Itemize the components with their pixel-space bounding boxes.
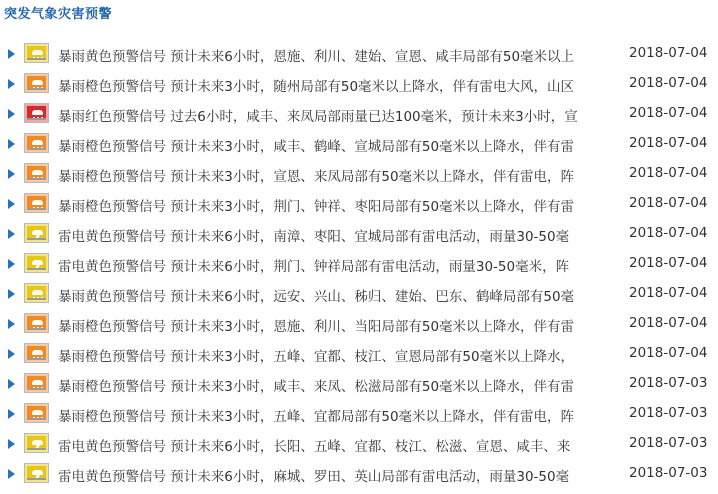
bullet-arrow-icon bbox=[8, 469, 15, 479]
alert-link[interactable]: 雷电黄色预警信号 预计未来6小时，长阳、五峰、宜都、枝江、松滋、宣恩、咸丰、来 bbox=[58, 439, 571, 455]
bullet-arrow-icon bbox=[8, 229, 15, 239]
alert-date: 2018-07-04 bbox=[629, 165, 708, 181]
alert-list bbox=[0, 40, 718, 490]
rainstorm-orange-icon[interactable] bbox=[24, 343, 49, 363]
alert-date: 2018-07-04 bbox=[629, 345, 708, 361]
alert-date: 2018-07-03 bbox=[629, 465, 708, 481]
rainstorm-orange-icon[interactable] bbox=[24, 313, 49, 333]
alert-row[interactable] bbox=[0, 190, 718, 220]
alert-link[interactable]: 雷电黄色预警信号 预计未来6小时，南漳、枣阳、宜城局部有雷电活动，雨量30-50毫 bbox=[58, 229, 570, 245]
alert-link[interactable]: 暴雨橙色预警信号 预计未来3小时，随州局部有50毫米以上降水，伴有雷电大风，山区 bbox=[58, 79, 575, 95]
bullet-arrow-icon bbox=[8, 79, 15, 89]
rainstorm-orange-icon[interactable] bbox=[24, 193, 49, 213]
alert-row[interactable] bbox=[0, 430, 718, 460]
alert-row[interactable] bbox=[0, 460, 718, 490]
alert-row[interactable] bbox=[0, 130, 718, 160]
alert-link[interactable]: 雷电黄色预警信号 预计未来6小时，麻城、罗田、英山局部有雷电活动，雨量30-50毫 bbox=[58, 469, 570, 485]
alert-link[interactable]: 暴雨橙色预警信号 预计未来3小时，咸丰、来凤、松滋局部有50毫米以上降水，伴有雷 bbox=[58, 379, 575, 395]
alert-link[interactable]: 暴雨橙色预警信号 预计未来3小时，恩施、利川、当阳局部有50毫米以上降水，伴有雷 bbox=[58, 319, 575, 335]
bullet-arrow-icon bbox=[8, 379, 15, 389]
bullet-arrow-icon bbox=[8, 259, 15, 269]
alert-row[interactable] bbox=[0, 280, 718, 310]
alert-link[interactable]: 暴雨橙色预警信号 预计未来3小时，五峰、宜都局部有50毫米以上降水，伴有雷电，阵 bbox=[58, 409, 575, 425]
rainstorm-red-icon[interactable] bbox=[24, 103, 49, 123]
alert-link[interactable]: 暴雨橙色预警信号 预计未来3小时，五峰、宜都、枝江、宣恩局部有50毫米以上降水， bbox=[58, 349, 575, 365]
thunder-yellow-icon[interactable] bbox=[24, 433, 49, 453]
bullet-arrow-icon bbox=[8, 349, 15, 359]
alert-date: 2018-07-03 bbox=[629, 435, 708, 451]
bullet-arrow-icon bbox=[8, 169, 15, 179]
alert-row[interactable] bbox=[0, 70, 718, 100]
rainstorm-orange-icon[interactable] bbox=[24, 133, 49, 153]
bullet-arrow-icon bbox=[8, 439, 15, 449]
alert-row[interactable] bbox=[0, 400, 718, 430]
rainstorm-yellow-icon[interactable] bbox=[24, 283, 49, 303]
alert-link[interactable]: 暴雨橙色预警信号 预计未来3小时，荆门、钟祥、枣阳局部有50毫米以上降水，伴有雷 bbox=[58, 199, 575, 215]
thunder-yellow-icon[interactable] bbox=[24, 253, 49, 273]
rainstorm-orange-icon[interactable] bbox=[24, 163, 49, 183]
alert-row[interactable] bbox=[0, 40, 718, 70]
bullet-arrow-icon bbox=[8, 319, 15, 329]
alert-date: 2018-07-04 bbox=[629, 135, 708, 151]
rainstorm-yellow-icon[interactable] bbox=[24, 43, 49, 63]
section-title: 突发气象灾害预警 bbox=[4, 7, 113, 22]
rainstorm-orange-icon[interactable] bbox=[24, 73, 49, 93]
alert-link[interactable]: 暴雨橙色预警信号 预计未来3小时，宣恩、来凤局部有50毫米以上降水，伴有雷电，阵 bbox=[58, 169, 575, 185]
alert-date: 2018-07-03 bbox=[629, 375, 708, 391]
alert-row[interactable] bbox=[0, 220, 718, 250]
alert-link[interactable]: 暴雨黄色预警信号 预计未来6小时，恩施、利川、建始、宣恩、咸丰局部有50毫米以上 bbox=[58, 49, 575, 65]
alert-date: 2018-07-04 bbox=[629, 315, 708, 331]
alert-row[interactable] bbox=[0, 370, 718, 400]
alert-link[interactable]: 暴雨红色预警信号 过去6小时，咸丰、来凤局部雨量已达100毫米，预计未来3小时，宣 bbox=[58, 109, 578, 125]
alert-link[interactable]: 暴雨黄色预警信号 预计未来6小时，远安、兴山、秭归、建始、巴东、鹤峰局部有50毫 bbox=[58, 289, 575, 305]
alert-date: 2018-07-04 bbox=[629, 255, 708, 271]
bullet-arrow-icon bbox=[8, 49, 15, 59]
thunder-yellow-icon[interactable] bbox=[24, 223, 49, 243]
alert-link[interactable]: 雷电黄色预警信号 预计未来6小时，荆门、钟祥局部有雷电活动，雨量30-50毫米，阵 bbox=[58, 259, 570, 275]
bullet-arrow-icon bbox=[8, 289, 15, 299]
alert-row[interactable] bbox=[0, 100, 718, 130]
alert-date: 2018-07-04 bbox=[629, 105, 708, 121]
bullet-arrow-icon bbox=[8, 199, 15, 209]
alert-date: 2018-07-04 bbox=[629, 75, 708, 91]
alert-row[interactable] bbox=[0, 160, 718, 190]
alert-date: 2018-07-04 bbox=[629, 195, 708, 211]
rainstorm-orange-icon[interactable] bbox=[24, 403, 49, 423]
alert-date: 2018-07-03 bbox=[629, 405, 708, 421]
alert-date: 2018-07-04 bbox=[629, 285, 708, 301]
alert-link[interactable]: 暴雨橙色预警信号 预计未来3小时，咸丰、鹤峰、宣城局部有50毫米以上降水，伴有雷 bbox=[58, 139, 575, 155]
thunder-yellow-icon[interactable] bbox=[24, 463, 49, 483]
alert-row[interactable] bbox=[0, 340, 718, 370]
alert-row[interactable] bbox=[0, 250, 718, 280]
bullet-arrow-icon bbox=[8, 139, 15, 149]
bullet-arrow-icon bbox=[8, 409, 15, 419]
bullet-arrow-icon bbox=[8, 109, 15, 119]
alert-date: 2018-07-04 bbox=[629, 45, 708, 61]
alert-row[interactable] bbox=[0, 310, 718, 340]
rainstorm-orange-icon[interactable] bbox=[24, 373, 49, 393]
alert-date: 2018-07-04 bbox=[629, 225, 708, 241]
